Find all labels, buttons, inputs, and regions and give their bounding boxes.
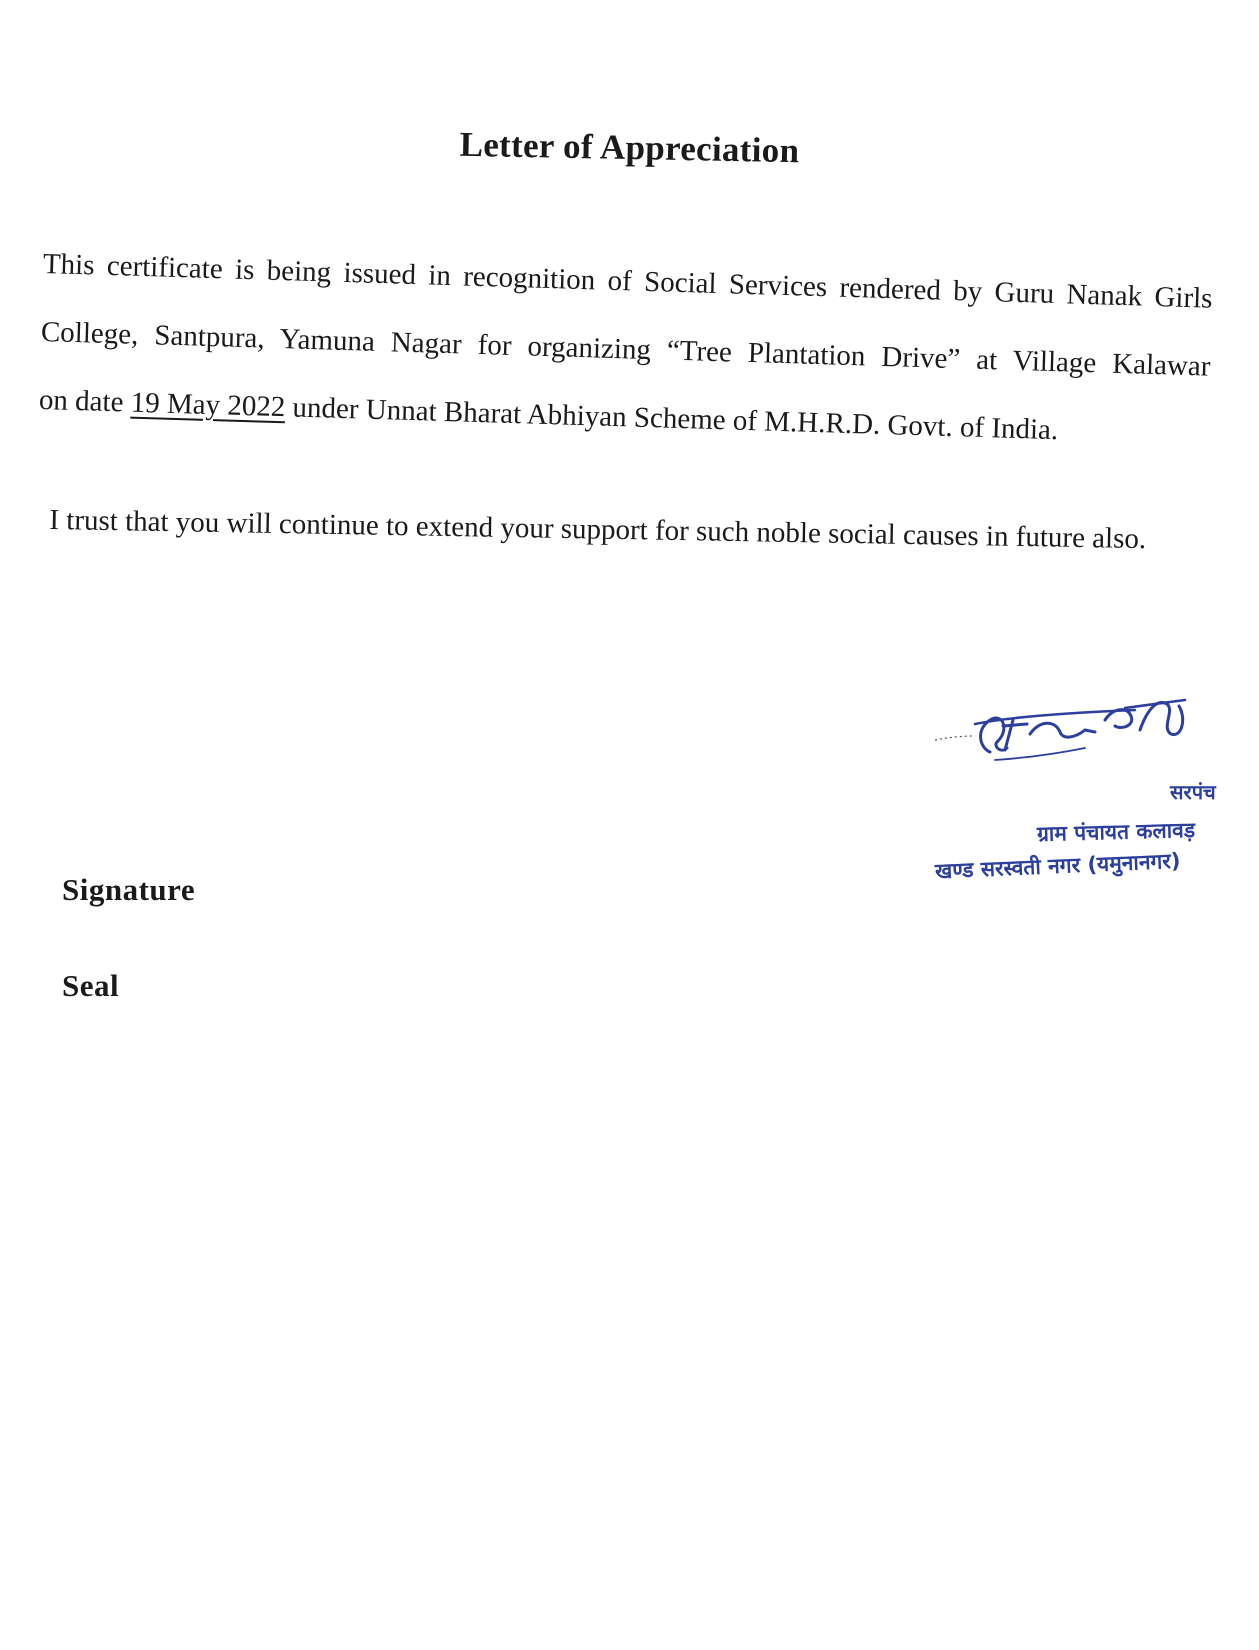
letter-title: Letter of Appreciation (459, 124, 800, 171)
recognition-line-2: College, Santpura, Yamuna Nagar for organizing “Tree Plantation Drive” at Village Kalawar (40, 315, 1211, 383)
sarpanch-stamp (935, 690, 1235, 920)
recognition-paragraph (38, 230, 1214, 469)
event-date: 19 May 2022 (130, 386, 286, 424)
trust-line: I trust that you will continue to extend your support for such noble social causes in future also. (49, 503, 1147, 556)
date-prefix: on date (38, 383, 132, 419)
stamp-role: सरपंच (1170, 780, 1216, 804)
trust-paragraph (49, 486, 1220, 574)
stamp-block: खण्ड सरस्वती नगर (यमुनानगर) (934, 848, 1181, 884)
signature-label: Signature (62, 872, 196, 907)
seal-label: Seal (62, 968, 120, 1003)
date-suffix: under Unnat Bharat Abhiyan Scheme of M.H.R.D. Govt. of India. (284, 391, 1059, 447)
handwritten-signature (935, 690, 1235, 790)
stamp-panchayat: ग्राम पंचायत कलावड़ (1036, 817, 1196, 847)
recognition-line-1: This certificate is being issued in recognition of Social Services rendered by Guru Nanak Girls (42, 247, 1213, 315)
